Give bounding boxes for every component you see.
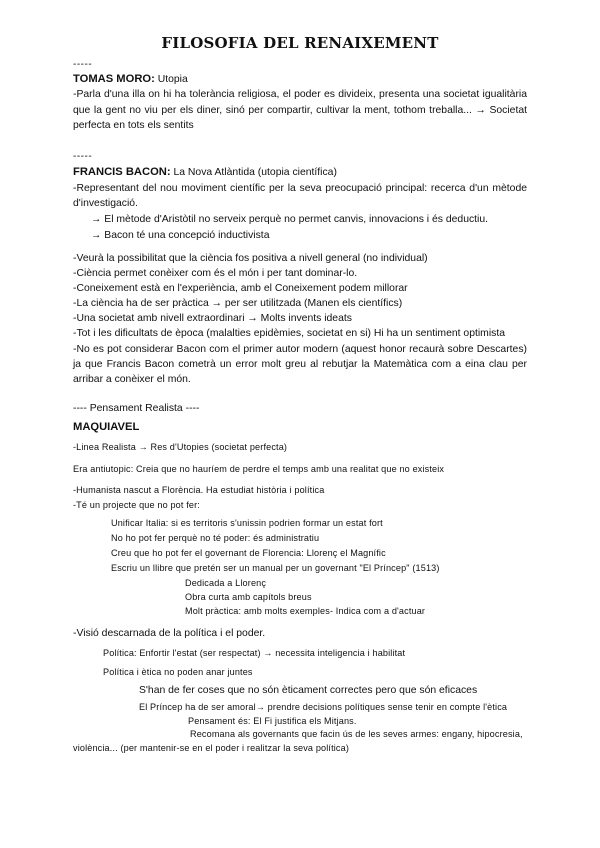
bacon-arrow-2: → Bacon té una concepció inductivista — [91, 230, 270, 241]
maquiavel-recomana-1: Recomana als governants que facin ús de les seves armes: engany, hipocresia, — [190, 729, 523, 739]
page-title: FILOSOFIA DEL RENAIXEMENT — [161, 34, 439, 52]
maquiavel-humanista: -Humanista nascut a Florència. Ha estudiat història i política — [73, 485, 325, 495]
maquiavel-politica-2: Política i ètica no poden anar juntes — [103, 667, 253, 677]
projecte-item-1: Unificar Italia: si es territoris s'unissin podrien formar un estat fort — [111, 518, 383, 528]
bacon-point-4: -La ciència ha de ser pràctica → per ser utilitzada (Manen els científics) — [73, 298, 403, 309]
maquiavel-antiutopic: Era antiutopic: Creia que no hauríem de perdre el temps amb una realitat que no existeix — [73, 464, 445, 474]
bacon-point-1: -Veurà la possibilitat que la ciència fos positiva a nivell general (no individual) — [73, 253, 428, 264]
maquiavel-recomana-2: violència... (per mantenir-se en el poder i realitzar la seva política) — [73, 743, 350, 753]
maquiavel-politica-1: Política: Enfortir l'estat (ser respectat) → necessita inteligencia i habilitat — [103, 648, 406, 658]
maquiavel-projecte: -Té un projecte que no pot fer: — [73, 500, 200, 510]
moro-name: TOMAS MORO: — [73, 73, 155, 85]
maquiavel-pensament: Pensament és: El Fi justifica els Mitjans. — [188, 716, 357, 726]
separator-dashes: ----- — [73, 59, 93, 70]
bacon-point-2: -Ciència permet conèixer com és el món i per tant dominar-lo. — [73, 268, 358, 279]
projecte-item-2: No ho pot fer perquè no té poder: és administratiu — [111, 533, 320, 543]
realista-header: ---- Pensament Realista ---- — [73, 403, 200, 414]
separator-dashes: ----- — [73, 151, 93, 162]
projecte-item-4: Escriu un llibre que pretén ser un manual per un governant "El Príncep" (1513) — [111, 563, 440, 573]
bacon-point-3: -Coneixement està en l'experiència, amb el Coneixement podem millorar — [73, 283, 408, 294]
maquiavel-princep: El Príncep ha de ser amoral→ prendre decisions polítiques sense tenir en compte l'ètica — [139, 702, 508, 712]
moro-heading — [73, 72, 527, 87]
bacon-name: FRANCIS BACON: — [73, 166, 171, 178]
maquiavel-heading: MAQUIAVEL — [73, 421, 140, 433]
bacon-intro: -Representant del nou moviment científic per la seva preocupació principal: recerca d'un mètode d'investigació. — [73, 183, 527, 209]
llibre-item-2: Obra curta amb capítols breus — [185, 592, 312, 602]
moro-work: Utopia — [154, 74, 188, 85]
llibre-item-3: Molt pràctica: amb molts exemples- Indica com a d'actuar — [185, 606, 426, 616]
maquiavel-shan: S'han de fer coses que no són èticament correctes pero que són eficaces — [139, 685, 478, 696]
llibre-item-1: Dedicada a Llorenç — [185, 578, 267, 588]
maquiavel-visio: -Visió descarnada de la política i el poder. — [73, 628, 266, 639]
bacon-arrow-1: → El mètode d'Aristòtil no serveix perquè no permet canvis, innovacions i és deductiu. — [91, 214, 489, 225]
bacon-point-5: -Una societat amb nivell extraordinari → Molts invents ideats — [73, 313, 352, 324]
moro-text: -Parla d'una illa on hi ha tolerància religiosa, el poder es divideix, presenta una societat igualitària que la gent no viu per els diner, sinó per compartir, cultivar la ment, tothom treballa... → Societat perfecta en tots els sentits — [73, 89, 527, 131]
projecte-item-3: Creu que ho pot fer el governant de Florencia: Llorenç el Magnífic — [111, 548, 386, 558]
maquiavel-linea: -Linea Realista → Res d'Utopies (societat perfecta) — [73, 442, 288, 452]
bacon-work: La Nova Atlàntida (utopia científica) — [170, 167, 337, 178]
bacon-point-6: -Tot i les dificultats de època (malalties epidèmies, societat en si) Hi ha un sentiment optimista — [73, 328, 505, 339]
bacon-last: -No es pot considerar Bacon com el primer autor modern (aquest honor recaurà sobre Descartes) ja que Francis Bacon cometrà un error molt greu al rebutjar la Matemàtica com a eina clau per arribar a conèixer el món. — [73, 344, 527, 385]
bacon-heading — [73, 165, 527, 180]
